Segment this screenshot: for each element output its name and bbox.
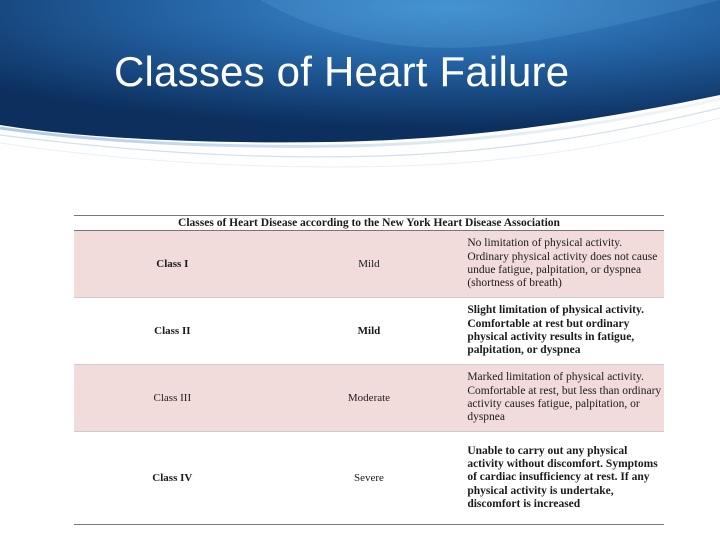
- description-text: No limitation of physical activity. Ordinary physical activity does not cause undue fatigue, palpitation, or dyspnea (shortness of breath): [467, 237, 658, 290]
- description-text: Unable to carry out any physical activity without discomfort. Symptoms of cardiac insufficiency at rest. If any physical activity is undertake, discomfort is increased: [467, 444, 658, 510]
- heart-failure-classes-table: [74, 215, 664, 525]
- table-row: [74, 432, 664, 525]
- severity-cell: Mild: [271, 231, 468, 298]
- class-cell: Class I: [74, 231, 271, 298]
- description-cell: [467, 365, 664, 432]
- slide-title: Classes of Heart Failure: [114, 48, 570, 95]
- heart-failure-table-container: [74, 215, 664, 525]
- description-text: Marked limitation of physical activity. Comfortable at rest, but less than ordinary activity causes fatigue, palpitation, or dyspnea: [467, 371, 662, 424]
- table-row: [74, 298, 664, 365]
- table-header-row: [74, 216, 664, 231]
- description-cell: [467, 231, 664, 298]
- class-cell: Class III: [74, 365, 271, 432]
- description-cell: [467, 298, 664, 365]
- class-cell: Class IV: [74, 432, 271, 525]
- class-cell: Class II: [74, 298, 271, 365]
- table-row: [74, 365, 664, 432]
- table-caption: Classes of Heart Disease according to the New York Heart Disease Association: [74, 216, 664, 231]
- severity-cell: Mild: [271, 298, 468, 365]
- severity-cell: Severe: [271, 432, 468, 525]
- description-text: Slight limitation of physical activity. Comfortable at rest but ordinary physical activity results in fatigue, palpitation, or dyspnea: [467, 304, 644, 357]
- description-cell: [467, 432, 664, 525]
- severity-cell: Moderate: [271, 365, 468, 432]
- table-row: [74, 231, 664, 298]
